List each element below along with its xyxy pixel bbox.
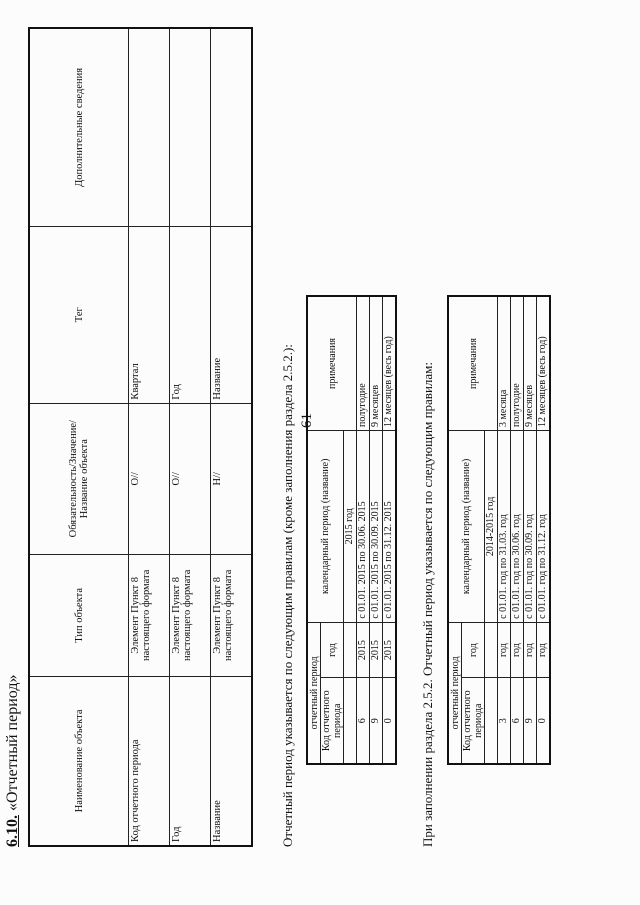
- header-type: Тип объекта: [29, 554, 129, 676]
- section-number: 6.10.: [4, 815, 21, 847]
- code-header: Код отчетного периода: [462, 678, 485, 764]
- paragraph-section-252: При заполнении раздела 2.5.2. Отчетный период указывается по следующим правилам:: [420, 362, 435, 847]
- group-header: отчетный период: [307, 622, 321, 764]
- table-row: 6 2015 с 01.01. 2015 по 30.06. 2015 полугодие: [357, 296, 370, 764]
- calendar-header: календарный период (название): [448, 431, 485, 623]
- code-header: Код отчетного периода: [321, 678, 344, 764]
- table-row: 9 2015 с 01.01. 2015 по 30.09. 2015 9 месяцев: [370, 296, 383, 764]
- table-row: 9 год с 01.01. год по 30.09. год 9 месяцев: [524, 296, 537, 764]
- table-row: [129, 28, 170, 846]
- header-tag: Тег: [29, 226, 129, 403]
- cell-tag: Название: [211, 226, 253, 403]
- cell-extra: [170, 28, 211, 226]
- cell-required: О//: [170, 403, 211, 554]
- cell-required: Н//: [211, 403, 253, 554]
- table-row: 0 2015 с 01.01. 2015 по 31.12. 2015 12 месяцев (весь год): [383, 296, 397, 764]
- subtitle: 2014-2015 год: [485, 431, 498, 623]
- table-row: [211, 28, 253, 846]
- cell-name: Название: [211, 676, 253, 846]
- cell-type: Элемент Пункт 8 настоящего формата: [129, 554, 170, 676]
- period-table-2014-2015: [447, 295, 551, 765]
- period-table-2015: [306, 295, 397, 765]
- section-heading: [4, 675, 22, 847]
- table-row: 6 год с 01.01. год по 30.06. год полугодие: [511, 296, 524, 764]
- cell-required: О//: [129, 403, 170, 554]
- header-name: Наименование объекта: [29, 676, 129, 846]
- group-header: отчетный период: [448, 622, 462, 764]
- cell-type: Элемент Пункт 8 настоящего формата: [211, 554, 253, 676]
- object-table: [28, 27, 253, 847]
- header-required: Обязательность/Значение/Название объекта: [29, 403, 129, 554]
- cell-tag: Год: [170, 226, 211, 403]
- section-title: «Отчетный период»: [4, 674, 21, 811]
- calendar-header: календарный период (название): [307, 430, 344, 622]
- cell-name: Код отчетного периода: [129, 676, 170, 846]
- cell-name: Год: [170, 676, 211, 846]
- subtitle: 2015 год: [344, 430, 357, 622]
- table-row: 3 год с 01.01. год по 31.03. год 3 месяца: [498, 296, 511, 764]
- rotated-document: [0, 5, 640, 905]
- paragraph-rules: Отчетный период указывается по следующим правилам (кроме заполнения раздела 2.5.2.):: [280, 344, 295, 847]
- cell-type: Элемент Пункт 8 настоящего формата: [170, 554, 211, 676]
- header-extra: Дополнительные сведения: [29, 28, 129, 226]
- year-header: год: [321, 622, 344, 678]
- page-number: 61: [299, 413, 315, 428]
- notes-header: примечания: [307, 296, 357, 430]
- cell-extra: [211, 28, 253, 226]
- cell-tag: Квартал: [129, 226, 170, 403]
- table-row: 0 год с 01.01. год по 31.12. год 12 месяцев (весь год): [537, 296, 551, 764]
- notes-header: примечания: [448, 296, 498, 431]
- year-header: год: [462, 622, 485, 678]
- cell-extra: [129, 28, 170, 226]
- table-row: [170, 28, 211, 846]
